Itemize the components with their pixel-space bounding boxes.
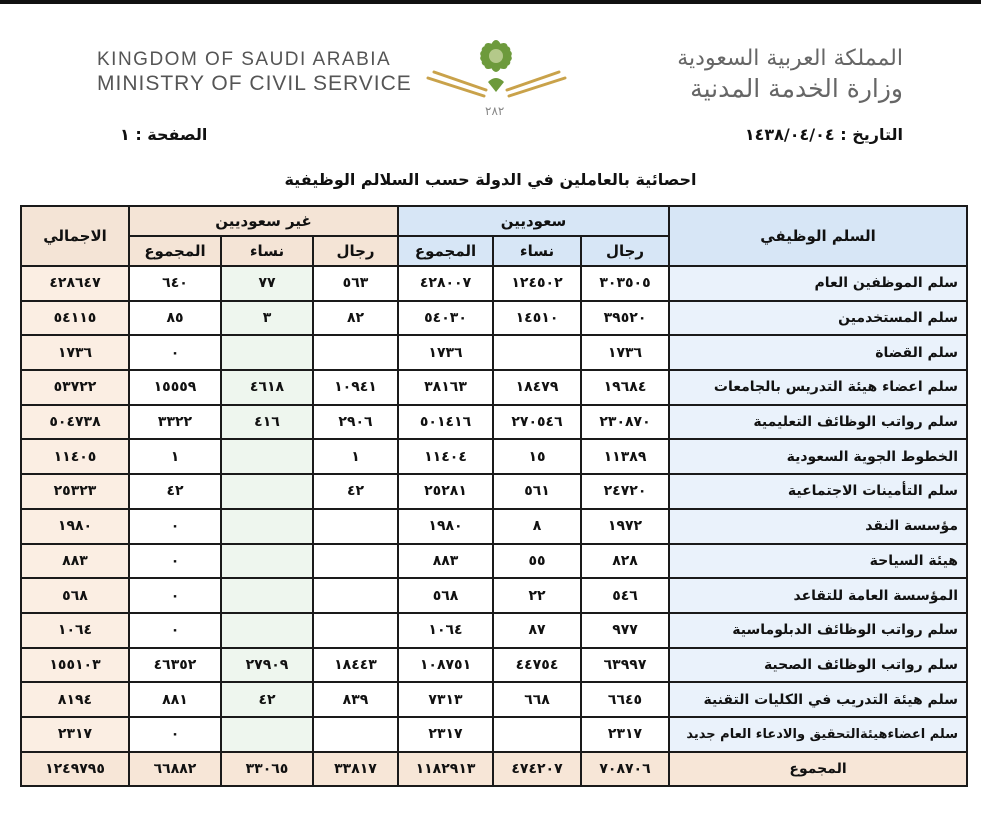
cell-non-saudi-sum: ٠ [129,717,221,752]
cell-total: ٨٨٣ [21,544,129,579]
letterhead [0,20,981,120]
cell-non-saudi-women: ٧٧ [221,266,313,301]
cell-saudi-men: ١٩٦٨٤ [581,370,669,405]
header-non-saudi-sum: المجموع [129,236,221,266]
cell-total-saudi-men: ٧٠٨٧٠٦ [581,752,669,787]
cell-scale: المؤسسة العامة للتقاعد [669,578,967,613]
english-ministry-name [97,48,412,96]
cell-saudi-men: ٣٩٥٢٠ [581,301,669,336]
cell-non-saudi-men: ٨٢ [313,301,398,336]
cell-total-label: المجموع [669,752,967,787]
cell-non-saudi-sum: ٤٢ [129,474,221,509]
cell-total-non-saudi-women: ٣٣٠٦٥ [221,752,313,787]
table-row [21,405,967,440]
cell-scale: سلم رواتب الوظائف التعليمية [669,405,967,440]
cell-scale: سلم هيئة التدريب في الكليات التقنية [669,682,967,717]
header-saudi: سعوديين [398,206,669,236]
cell-saudi-men: ٩٧٧ [581,613,669,648]
cell-non-saudi-sum: ١ [129,439,221,474]
cell-saudi-sum: ١٠٦٤ [398,613,493,648]
header-scale: السلم الوظيفي [669,206,967,266]
table-row [21,266,967,301]
header-non-saudi-men: رجال [313,236,398,266]
cell-non-saudi-women [221,335,313,370]
cell-scale: مؤسسة النقد [669,509,967,544]
cell-non-saudi-men: ١ [313,439,398,474]
cell-total: ٢٥٣٢٣ [21,474,129,509]
page-number: الصفحة : ١ [120,125,208,144]
cell-total: ٥٠٤٧٣٨ [21,405,129,440]
cell-non-saudi-sum: ٤٦٣٥٢ [129,648,221,683]
english-ministry-line: MINISTRY OF CIVIL SERVICE [97,72,412,95]
header-non-saudi: غير سعوديين [129,206,398,236]
cell-saudi-men: ٢٤٧٢٠ [581,474,669,509]
cell-non-saudi-women: ٣ [221,301,313,336]
cell-saudi-women: ٦٦٨ [493,682,581,717]
cell-saudi-women: ٨ [493,509,581,544]
cell-non-saudi-sum: ٠ [129,509,221,544]
cell-saudi-sum: ١١٤٠٤ [398,439,493,474]
cell-non-saudi-men [313,717,398,752]
cell-saudi-sum: ٧٣١٣ [398,682,493,717]
cell-saudi-men: ١٧٣٦ [581,335,669,370]
cell-non-saudi-women [221,544,313,579]
cell-total-non-saudi-sum: ٦٦٨٨٢ [129,752,221,787]
cell-saudi-men: ٦٣٩٩٧ [581,648,669,683]
english-kingdom-line: KINGDOM OF SAUDI ARABIA [97,49,392,70]
cell-total: ٢٣١٧ [21,717,129,752]
cell-non-saudi-women [221,474,313,509]
cell-total: ٥٤١١٥ [21,301,129,336]
cell-scale: سلم المستخدمين [669,301,967,336]
cell-saudi-sum: ١٠٨٧٥١ [398,648,493,683]
cell-saudi-women: ١٥ [493,439,581,474]
cell-scale: سلم اعضاء هيئة التدريس بالجامعات [669,370,967,405]
cell-saudi-sum: ٥٤٠٣٠ [398,301,493,336]
cell-non-saudi-women [221,439,313,474]
table-row [21,301,967,336]
table-row [21,682,967,717]
table-row [21,648,967,683]
cell-non-saudi-sum: ١٥٥٥٩ [129,370,221,405]
cell-saudi-sum: ١٩٨٠ [398,509,493,544]
cell-non-saudi-women [221,613,313,648]
cell-scale: الخطوط الجوية السعودية [669,439,967,474]
cell-non-saudi-sum: ٠ [129,544,221,579]
cell-non-saudi-men [313,578,398,613]
cell-non-saudi-men: ٨٣٩ [313,682,398,717]
cell-saudi-men: ٢٣١٧ [581,717,669,752]
cell-scale: سلم رواتب الوظائف الدبلوماسية [669,613,967,648]
cell-saudi-men: ٢٣٠٨٧٠ [581,405,669,440]
cell-saudi-men: ٦٦٤٥ [581,682,669,717]
cell-non-saudi-men: ٥٦٣ [313,266,398,301]
top-border-line [0,0,981,4]
cell-saudi-women: ٥٦١ [493,474,581,509]
cell-scale: سلم التأمينات الاجتماعية [669,474,967,509]
cell-non-saudi-men: ١٠٩٤١ [313,370,398,405]
cell-total: ٤٢٨٦٤٧ [21,266,129,301]
cell-non-saudi-sum: ٣٣٢٢ [129,405,221,440]
header-saudi-sum: المجموع [398,236,493,266]
table-row [21,544,967,579]
cell-total-saudi-sum: ١١٨٢٩١٣ [398,752,493,787]
cell-non-saudi-sum: ٦٤٠ [129,266,221,301]
cell-total: ٨١٩٤ [21,682,129,717]
cell-non-saudi-sum: ٠ [129,578,221,613]
cell-total: ٥٣٧٢٢ [21,370,129,405]
table-row [21,474,967,509]
cell-non-saudi-women [221,717,313,752]
cell-saudi-sum: ٣٨١٦٣ [398,370,493,405]
cell-total: ١٠٦٤ [21,613,129,648]
cell-non-saudi-men: ٤٢ [313,474,398,509]
cell-non-saudi-women [221,578,313,613]
cell-non-saudi-sum: ٠ [129,335,221,370]
cell-saudi-sum: ٢٥٢٨١ [398,474,493,509]
cell-saudi-sum: ٢٣١٧ [398,717,493,752]
cell-saudi-women: ٢٧٠٥٤٦ [493,405,581,440]
cell-scale: هيئة السياحة [669,544,967,579]
cell-non-saudi-sum: ٨٥ [129,301,221,336]
cell-scale: سلم الموظفين العام [669,266,967,301]
cell-non-saudi-men: ٢٩٠٦ [313,405,398,440]
cell-non-saudi-women [221,509,313,544]
cell-saudi-men: ٣٠٣٥٠٥ [581,266,669,301]
cell-non-saudi-women: ٢٧٩٠٩ [221,648,313,683]
table-row [21,578,967,613]
emblem-number: ٢٨٢ [485,104,505,118]
cell-saudi-men: ١٩٧٢ [581,509,669,544]
cell-saudi-women: ١٢٤٥٠٢ [493,266,581,301]
table-row [21,335,967,370]
cell-non-saudi-women: ٤٢ [221,682,313,717]
header-saudi-men: رجال [581,236,669,266]
cell-total: ١٩٨٠ [21,509,129,544]
cell-non-saudi-women: ٤٦١٨ [221,370,313,405]
cell-non-saudi-men: ١٨٤٤٣ [313,648,398,683]
document-date: التاريخ : ١٤٣٨/٠٤/٠٤ [744,125,903,144]
cell-non-saudi-men [313,335,398,370]
cell-saudi-women: ١٨٤٧٩ [493,370,581,405]
table-row [21,613,967,648]
cell-saudi-women: ٥٥ [493,544,581,579]
cell-scale: سلم رواتب الوظائف الصحية [669,648,967,683]
statistics-table [20,205,968,787]
cell-non-saudi-men [313,509,398,544]
table-row [21,370,967,405]
cell-non-saudi-women: ٤١٦ [221,405,313,440]
cell-saudi-women: ٢٢ [493,578,581,613]
cell-grand-total: ١٢٤٩٧٩٥ [21,752,129,787]
cell-saudi-men: ٥٤٦ [581,578,669,613]
table-row [21,439,967,474]
cell-non-saudi-sum: ٠ [129,613,221,648]
cell-scale: سلم اعضاءهيئةالتحقيق والادعاء العام جديد [669,717,967,752]
header-non-saudi-women: نساء [221,236,313,266]
total-row [21,752,967,787]
cell-non-saudi-sum: ٨٨١ [129,682,221,717]
cell-total-saudi-women: ٤٧٤٢٠٧ [493,752,581,787]
cell-total-non-saudi-men: ٣٣٨١٧ [313,752,398,787]
cell-saudi-women [493,717,581,752]
arabic-ministry-line: وزارة الخدمة المدنية [690,74,903,103]
cell-non-saudi-men [313,613,398,648]
cell-saudi-men: ١١٣٨٩ [581,439,669,474]
cell-saudi-men: ٨٢٨ [581,544,669,579]
cell-saudi-sum: ٨٨٣ [398,544,493,579]
cell-saudi-sum: ٤٢٨٠٠٧ [398,266,493,301]
cell-saudi-sum: ٥٠١٤١٦ [398,405,493,440]
cell-total: ١٧٣٦ [21,335,129,370]
cell-saudi-women [493,335,581,370]
cell-non-saudi-men [313,544,398,579]
cell-saudi-sum: ٥٦٨ [398,578,493,613]
arabic-ministry-name [677,44,903,104]
header-total: الاجمالي [21,206,129,266]
cell-total: ٥٦٨ [21,578,129,613]
arabic-kingdom-line: المملكة العربية السعودية [677,46,903,71]
cell-saudi-sum: ١٧٣٦ [398,335,493,370]
cell-total: ١٥٥١٠٣ [21,648,129,683]
cell-scale: سلم القضاة [669,335,967,370]
cell-saudi-women: ٨٧ [493,613,581,648]
cell-total: ١١٤٠٥ [21,439,129,474]
cell-saudi-women: ١٤٥١٠ [493,301,581,336]
header-row-top [21,206,967,236]
cell-saudi-women: ٤٤٧٥٤ [493,648,581,683]
table-row [21,509,967,544]
table-row [21,717,967,752]
report-title: احصائية بالعاملين في الدولة حسب السلالم الوظيفية [284,170,697,189]
header-saudi-women: نساء [493,236,581,266]
